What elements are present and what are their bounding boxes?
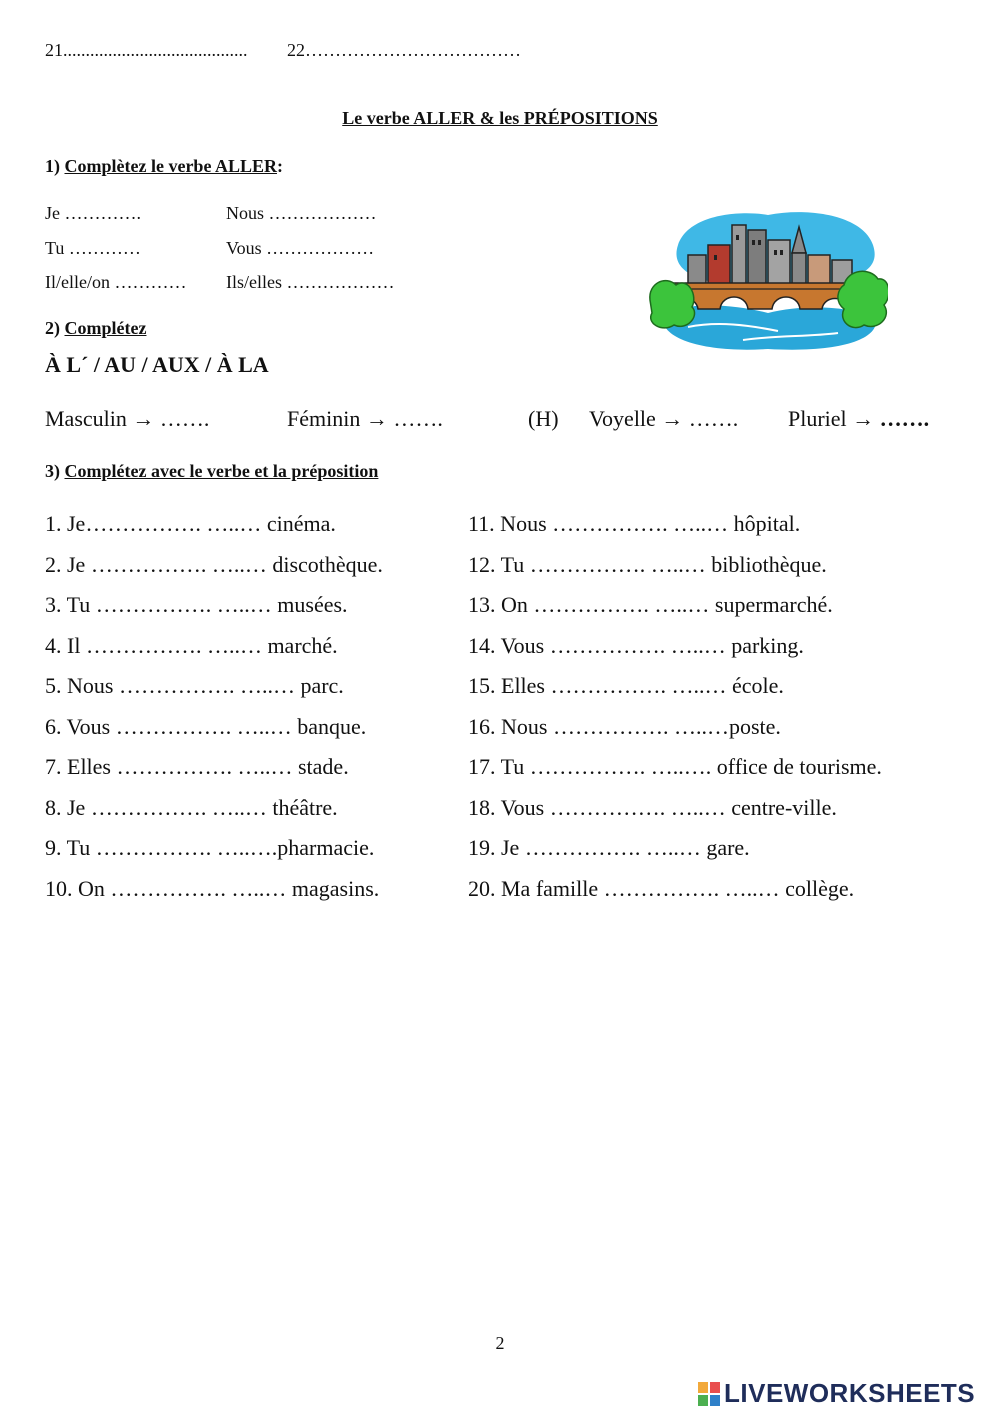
exercise-item-4: 4. Il ……………. …..… marché. <box>45 633 338 658</box>
exercise-item-11: 11. Nous ……………. …..… hôpital. <box>468 511 801 536</box>
conj-il: Il/elle/on ………… <box>45 272 187 292</box>
rule-feminin: Féminin → ……. <box>287 406 443 431</box>
page-title: Le verbe ALLER & les PRÉPOSITIONS <box>342 108 658 128</box>
page-number: 2 <box>495 1333 505 1353</box>
exercise-item-1: 1. Je……………. …..… cinéma. <box>45 511 336 536</box>
section3-number: 3) <box>45 461 60 481</box>
answer-line-22: 22……………………………… <box>287 40 521 60</box>
rule-masculin: Masculin → ……. <box>45 406 210 431</box>
section3-heading <box>45 461 378 482</box>
liveworksheets-logo[interactable] <box>698 1378 975 1409</box>
liveworksheets-logo-text: LIVEWORKSHEETS <box>724 1378 976 1408</box>
exercise-item-2: 2. Je ……………. …..… discothèque. <box>45 552 383 577</box>
section3-title: Complétez avec le verbe et la préposition <box>64 461 379 481</box>
answer-line-21: 21......................................... <box>45 40 248 60</box>
rule-pluriel-blank: ……. <box>879 406 930 431</box>
exercise-item-3: 3. Tu ……………. …..… musées. <box>45 592 348 617</box>
rule-pluriel <box>788 406 929 432</box>
exercise-item-12: 12. Tu ……………. …..… bibliothèque. <box>468 552 827 577</box>
conj-je: Je …………. <box>45 203 141 223</box>
section2-heading <box>45 318 146 339</box>
exercise-item-6: 6. Vous ……………. …..… banque. <box>45 714 367 739</box>
section2-title: Complétez <box>64 318 147 338</box>
exercise-item-7: 7. Elles ……………. …..… stade. <box>45 754 349 779</box>
exercise-item-13: 13. On ……………. …..… supermarché. <box>468 592 833 617</box>
exercise-item-9: 9. Tu ……………. …..….pharmacie. <box>45 835 375 860</box>
exercise-item-15: 15. Elles ……………. …..… école. <box>468 673 784 698</box>
liveworksheets-logo-icon <box>698 1382 720 1406</box>
section2-number: 2) <box>45 318 60 338</box>
exercise-item-5: 5. Nous ……………. …..… parc. <box>45 673 344 698</box>
exercise-item-14: 14. Vous ……………. …..… parking. <box>468 633 804 658</box>
rule-voyelle: Voyelle → ……. <box>589 406 739 431</box>
section1-heading <box>45 156 283 177</box>
exercise-item-8: 8. Je ……………. …..… théâtre. <box>45 795 338 820</box>
town-bridge-illustration <box>648 205 888 355</box>
section1-number: 1) <box>45 156 60 176</box>
section1-colon: : <box>276 156 283 176</box>
exercise-item-17: 17. Tu ……………. …..…. office de tourisme. <box>468 754 882 779</box>
section1-title: Complètez le verbe ALLER <box>64 156 277 176</box>
exercise-item-18: 18. Vous ……………. …..… centre-ville. <box>468 795 837 820</box>
exercise-item-19: 19. Je ……………. …..… gare. <box>468 835 750 860</box>
exercise-item-20: 20. Ma famille ……………. …..… collège. <box>468 876 855 901</box>
rule-pluriel-label: Pluriel → <box>788 406 880 431</box>
conj-ils: Ils/elles ……………… <box>226 272 395 292</box>
conj-tu: Tu ………… <box>45 238 141 258</box>
preposition-options: À L´ / AU / AUX / À LA <box>45 352 269 377</box>
rule-h: (H) <box>528 406 559 431</box>
conj-vous: Vous ……………… <box>226 238 375 258</box>
conj-nous: Nous ……………… <box>226 203 377 223</box>
exercise-item-10: 10. On ……………. …..… magasins. <box>45 876 380 901</box>
exercise-item-16: 16. Nous ……………. …..…poste. <box>468 714 781 739</box>
